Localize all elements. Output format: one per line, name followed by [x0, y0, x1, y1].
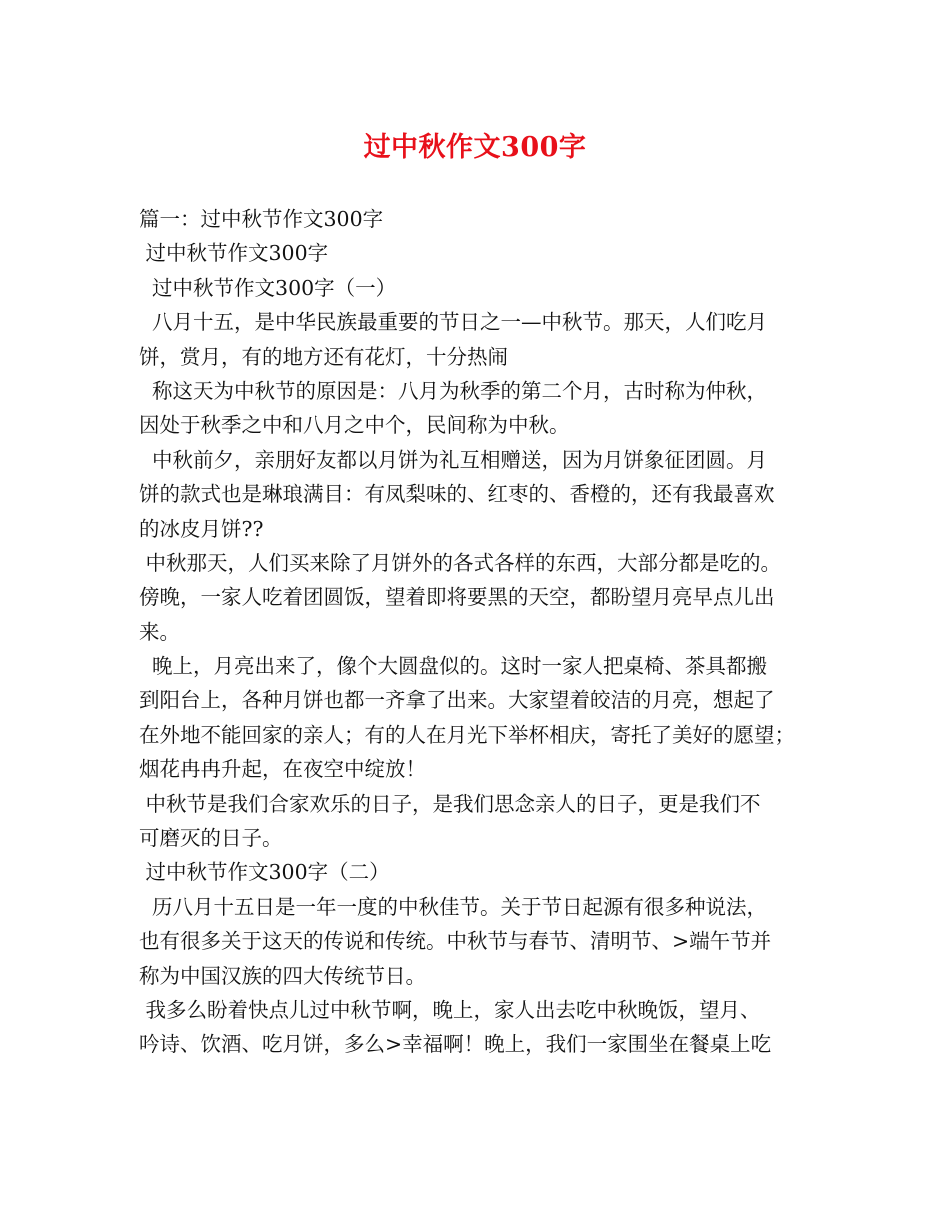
body-line: 中秋前夕，亲朋好友都以月饼为礼互相赠送，因为月饼象征团圆。月	[139, 447, 768, 472]
body-line: 可磨灭的日子。	[139, 826, 283, 851]
body-line: 傍晚，一家人吃着团圆饭，望着即将要黑的天空，都盼望月亮早点儿出	[139, 585, 775, 610]
body-line: 的冰皮月饼??	[139, 516, 264, 541]
body-line: 吟诗、饮酒、吃月饼，多么>幸福啊！晚上，我们一家围坐在餐桌上吃	[139, 1032, 772, 1057]
body-line: 历八月十五日是一年一度的中秋佳节。关于节日起源有很多种说法，	[139, 894, 768, 919]
body-line: 烟花冉冉升起，在夜空中绽放！	[139, 757, 426, 782]
body-line: 来。	[139, 619, 180, 644]
body-line: 中秋那天，人们买来除了月饼外的各式各样的东西，大部分都是吃的。	[139, 550, 782, 575]
body-line: 晚上，月亮出来了，像个大圆盘似的。这时一家人把桌椅、茶具都搬	[139, 654, 768, 679]
body-line: 过中秋节作文300字	[139, 241, 329, 266]
document-title: 过中秋作文300字	[363, 132, 587, 163]
body-line: 饼的款式也是琳琅满目：有凤梨味的、红枣的、香橙的，还有我最喜欢	[139, 482, 775, 507]
body-line: 八月十五，是中华民族最重要的节日之一—中秋节。那天，人们吃月	[139, 310, 768, 335]
body-line: 中秋节是我们合家欢乐的日子，是我们思念亲人的日子，更是我们不	[139, 791, 761, 816]
body-line: 称为中国汉族的四大传统节日。	[139, 963, 426, 988]
body-line: 到阳台上，各种月饼也都一齐拿了出来。大家望着皎洁的月亮，想起了	[139, 688, 775, 713]
body-line: 我多么盼着快点儿过中秋节啊，晚上，家人出去吃中秋晚饭，望月、	[139, 997, 761, 1022]
body-line: 在外地不能回家的亲人；有的人在月光下举杯相庆，寄托了美好的愿望；	[139, 722, 795, 747]
body-line: 篇一：过中秋节作文300字	[139, 207, 384, 231]
document-body	[139, 202, 815, 1062]
body-line: 因处于秋季之中和八月之中个，民间称为中秋。	[139, 413, 570, 438]
body-line: 也有很多关于这天的传说和传统。中秋节与春节、清明节、>端午节并	[139, 929, 772, 954]
body-line: 饼，赏月，有的地方还有花灯，十分热闹	[139, 344, 508, 369]
body-line: 过中秋节作文300字（二）	[139, 860, 390, 885]
body-line: 过中秋节作文300字（一）	[139, 275, 397, 300]
body-line: 称这天为中秋节的原因是：八月为秋季的第二个月，古时称为仲秋，	[139, 378, 768, 403]
